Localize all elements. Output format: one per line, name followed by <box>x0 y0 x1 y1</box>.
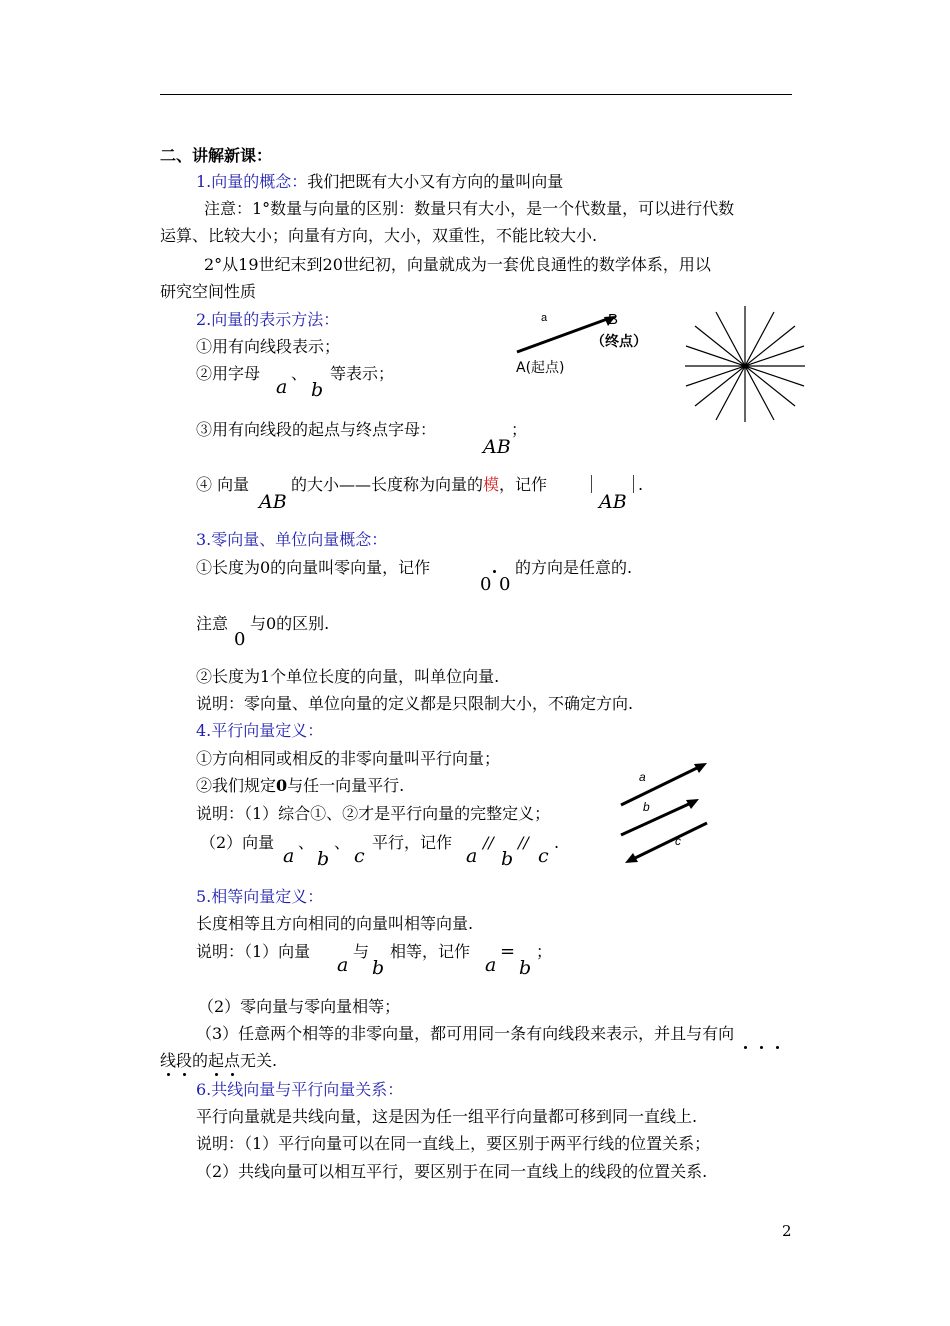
parallel-vector-lines <box>621 767 707 859</box>
emphasis-dot <box>760 1046 763 1049</box>
fig-label-vec-b: b <box>643 800 650 814</box>
math-a-2: a <box>283 845 295 867</box>
emphasis-dot <box>744 1046 747 1049</box>
s5-remark3-line1: （3）任意两个相等的非零向量，都可用同一条有向线段来表示，并且与有向 <box>196 1024 735 1043</box>
s1-note2-line2: 研究空间性质 <box>160 282 257 301</box>
emphasis-dot <box>776 1046 779 1049</box>
s4-item2 <box>196 776 404 796</box>
s3-item2: ②长度为1个单位长度的向量，叫单位向量. <box>196 667 500 686</box>
radial-rays <box>685 306 805 422</box>
s3-note-pre: 注意 <box>196 614 229 633</box>
s2-item3: ③用有向线段的起点与终点字母： <box>196 420 437 439</box>
s5-text: 长度相等且方向相同的向量叫相等向量. <box>196 914 474 933</box>
s2-item4-end: . <box>638 475 644 494</box>
s6-heading: 6.共线向量与平行向量关系： <box>196 1080 404 1099</box>
page-number: 2 <box>782 1222 792 1240</box>
emphasis-dot <box>167 1073 170 1076</box>
math-b-3: b <box>501 848 514 870</box>
s5-remark1-mid: 相等，记作 <box>390 942 471 961</box>
math-AB-abs: AB <box>599 491 627 513</box>
abs-bar-right <box>633 475 634 493</box>
math-c: c <box>354 845 365 867</box>
math-b-5: b <box>519 957 532 979</box>
parallel-sign-2: // <box>518 833 529 852</box>
s5-remark2: （2）零向量与零向量相等； <box>198 997 401 1016</box>
s4-remark2-pre: （2）向量 <box>200 833 275 852</box>
s4-item1: ①方向相同或相反的非零向量叫平行向量； <box>196 749 501 768</box>
header-rule <box>160 94 792 95</box>
fig-label-B: B <box>608 311 619 328</box>
s2-item2-pre: ②用字母 <box>196 364 261 383</box>
parallel-sign-1: // <box>483 833 494 852</box>
separator-dot <box>493 570 496 573</box>
s4-item2-zero: 0 <box>276 776 288 795</box>
s5-with: 与 <box>353 942 370 961</box>
parallel-vectors-figure <box>615 755 715 875</box>
radial-vectors-figure <box>680 304 810 424</box>
fig-label-a: a <box>541 312 548 324</box>
s3-item1-post: 的方向是任意的. <box>515 558 633 577</box>
fig-label-vec-c: c <box>675 834 681 848</box>
fig-label-vec-a: a <box>639 770 646 784</box>
s2-item2-post: 等表示； <box>330 364 395 383</box>
s4-item2-pre: ②我们规定 <box>196 776 277 795</box>
s2-item4-pre: ④ 向量 <box>196 475 250 494</box>
math-a-4: a <box>337 954 349 976</box>
math-c-2: c <box>538 845 549 867</box>
fig-label-initial: A(起点) <box>516 360 565 376</box>
math-b-2: b <box>317 848 330 870</box>
emphasis-dot <box>215 1073 218 1076</box>
math-AB: AB <box>483 436 511 458</box>
s4-item2-post: 与任一向量平行. <box>287 776 405 795</box>
s2-item1: ①用有向线段表示； <box>196 337 341 356</box>
s1-note2-line1: 2°从19世纪末到20世纪初，向量就成为一套优良通性的数学体系，用以 <box>204 255 711 274</box>
s6-text: 平行向量就是共线向量，这是因为任一组平行向量都可移到同一直线上. <box>196 1107 698 1126</box>
math-zero-vector-2: 0 <box>499 574 511 595</box>
math-a: a <box>276 376 288 398</box>
s1-text: 我们把既有大小又有方向的量叫向量 <box>307 172 564 191</box>
s5-remark1-end: ； <box>536 942 553 961</box>
equals-sign: = <box>500 941 516 962</box>
s2-item2-sep: 、 <box>291 364 308 383</box>
s6-remark2: （2）共线向量可以相互平行，要区别于在同一直线上的线段的位置关系. <box>196 1162 708 1181</box>
s3-note-post: 与0的区别. <box>250 614 330 633</box>
s4-remark2-mid: 平行，记作 <box>372 833 453 852</box>
s1-line <box>196 172 563 192</box>
s2-item4-post: ，记作 <box>499 475 548 494</box>
s2-item3-end: ； <box>511 420 528 439</box>
s4-end: . <box>554 833 560 852</box>
math-b-4: b <box>372 957 385 979</box>
s3-remark: 说明：零向量、单位向量的定义都是只限制大小，不确定方向. <box>196 694 634 713</box>
emphasis-dot <box>231 1073 234 1076</box>
s5-remark1-pre: 说明：（1）向量 <box>196 942 311 961</box>
s3-heading: 3.零向量、单位向量概念： <box>196 530 388 549</box>
s5-heading: 5.相等向量定义： <box>196 887 324 906</box>
s1-note-line1: 注意：1°数量与向量的区别：数量只有大小，是一个代数量，可以进行代数 <box>204 199 735 218</box>
math-zero-vector-3: 0 <box>234 629 246 650</box>
s4-heading: 4.平行向量定义： <box>196 721 324 740</box>
s2-item4-line <box>291 475 547 495</box>
modulus-term: 模 <box>483 475 500 494</box>
s2-item4-mid: 的大小——长度称为向量的 <box>291 475 484 494</box>
section-title: 二、讲解新课： <box>160 146 273 165</box>
s4-sep1: 、 <box>298 833 315 852</box>
s2-heading: 2.向量的表示方法： <box>196 310 340 329</box>
emphasis-dot <box>183 1073 186 1076</box>
math-b: b <box>311 379 324 401</box>
s3-item1-pre: ①长度为0的向量叫零向量，记作 <box>196 558 431 577</box>
s1-note-line2: 运算、比较大小；向量有方向，大小，双重性，不能比较大小. <box>160 226 598 245</box>
s5-remark3-line2: 线段的起点无关. <box>160 1051 278 1070</box>
math-AB-2: AB <box>259 491 287 513</box>
s4-sep2: 、 <box>334 833 351 852</box>
math-zero-vector: 0 <box>480 574 492 595</box>
s6-remark1: 说明：（1）平行向量可以在同一直线上，要区别于两平行线的位置关系； <box>196 1134 711 1153</box>
abs-bar-left <box>591 475 592 493</box>
math-a-3: a <box>466 845 478 867</box>
s1-heading: 1.向量的概念： <box>196 172 308 191</box>
fig-label-terminal: （终点） <box>591 334 647 350</box>
s4-remark1: 说明：（1）综合①、②才是平行向量的完整定义； <box>196 804 551 823</box>
math-a-5: a <box>485 954 497 976</box>
